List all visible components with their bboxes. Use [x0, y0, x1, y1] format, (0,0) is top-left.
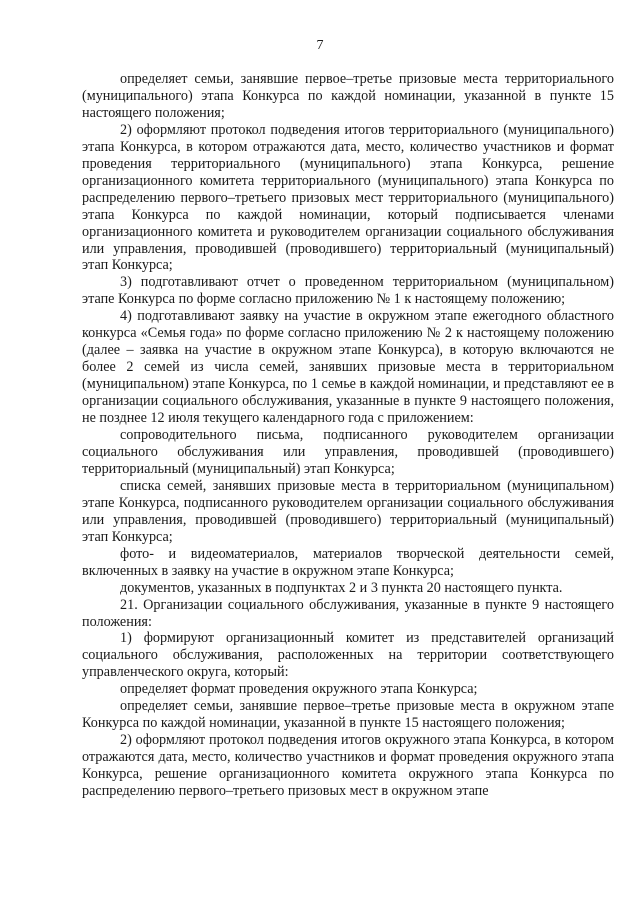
paragraph: документов, указанных в подпунктах 2 и 3 пункта 20 настоящего пункта.	[120, 579, 563, 596]
paragraph: сопроводительного письма, подписанного руководителем организации социального обслуживания или управления, проводившей (проводившего) территориальный (муниципальный) этап Конкурса;	[82, 427, 614, 477]
page-number: 7	[316, 38, 324, 53]
paragraph: 2) оформляют протокол подведения итогов окружного этапа Конкурса, в котором отражаются дата, место, количество участников и формат проведения окружного этапа Конкурса, решение организационного комитета окружного этапа Конкурса по распределению первого–третьего призовых мест в окружном этапе	[82, 732, 614, 800]
paragraph: 1) формируют организационный комитет из представителей организаций социального обслуживания, расположенных на территории соответствующего управленческого округа, который:	[82, 630, 614, 681]
paragraph: фото- и видеоматериалов, материалов творческой деятельности семей, включенных в заявку на участие в окружном этапе Конкурса;	[82, 545, 614, 579]
paragraph: определяет семьи, занявшие первое–третье призовые места в окружном этапе Конкурса по каждой номинации, указанной в пункте 15 настоящего положения;	[82, 698, 614, 732]
paragraph: 21. Организации социального обслуживания, указанные в пункте 9 настоящего положения:	[82, 596, 614, 630]
paragraph: 4) подготавливают заявку на участие в окружном этапе ежегодного областного конкурса «Семья года» по форме согласно приложению № 2 к настоящему положению (далее – заявка на участие в окружном этапе Конкурса), в которую включаются не более 2 семей из числа семей, занявших призовые места в территориальном (муниципальном) этапе Конкурса, по 1 семье в каждой номинации, и представляют ее в организации социального обслуживания, указанные в пункте 9 настоящего положения, не позднее 12 июля текущего календарного года с приложением:	[82, 308, 614, 427]
document-body	[82, 71, 614, 800]
paragraph: определяет формат проведения окружного этапа Конкурса;	[120, 681, 478, 698]
paragraph: 3) подготавливают отчет о проведенном территориальном (муниципальном) этапе Конкурса по форме согласно приложению № 1 к настоящему положению;	[82, 274, 614, 308]
paragraph: определяет семьи, занявшие первое–третье призовые места территориального (муниципального) этапа Конкурса по каждой номинации, указанной в пункте 15 настоящего положения;	[82, 71, 614, 121]
paragraph: списка семей, занявших призовые места в территориальном (муниципальном) этапе Конкурса, подписанного руководителем организации социального обслуживания или управления, проводившей (проводившего) территориальный (муниципальный) этап Конкурса;	[82, 477, 614, 545]
paragraph: 2) оформляют протокол подведения итогов территориального (муниципального) этапа Конкурса, в котором отражаются дата, место, количество участников и формат проведения территориального (муниципального) этапа Конкурса, решение организационного комитета территориального (муниципального) этапа Конкурса по распределению первого–третьего призовых мест территориального (муниципального) этапа Конкурса по каждой номинации, который подписывается членами организационного комитета и руководителем организации социального обслуживания или управления, проводившей (проводившего) территориальный (муниципальный) этап Конкурса;	[82, 121, 614, 274]
